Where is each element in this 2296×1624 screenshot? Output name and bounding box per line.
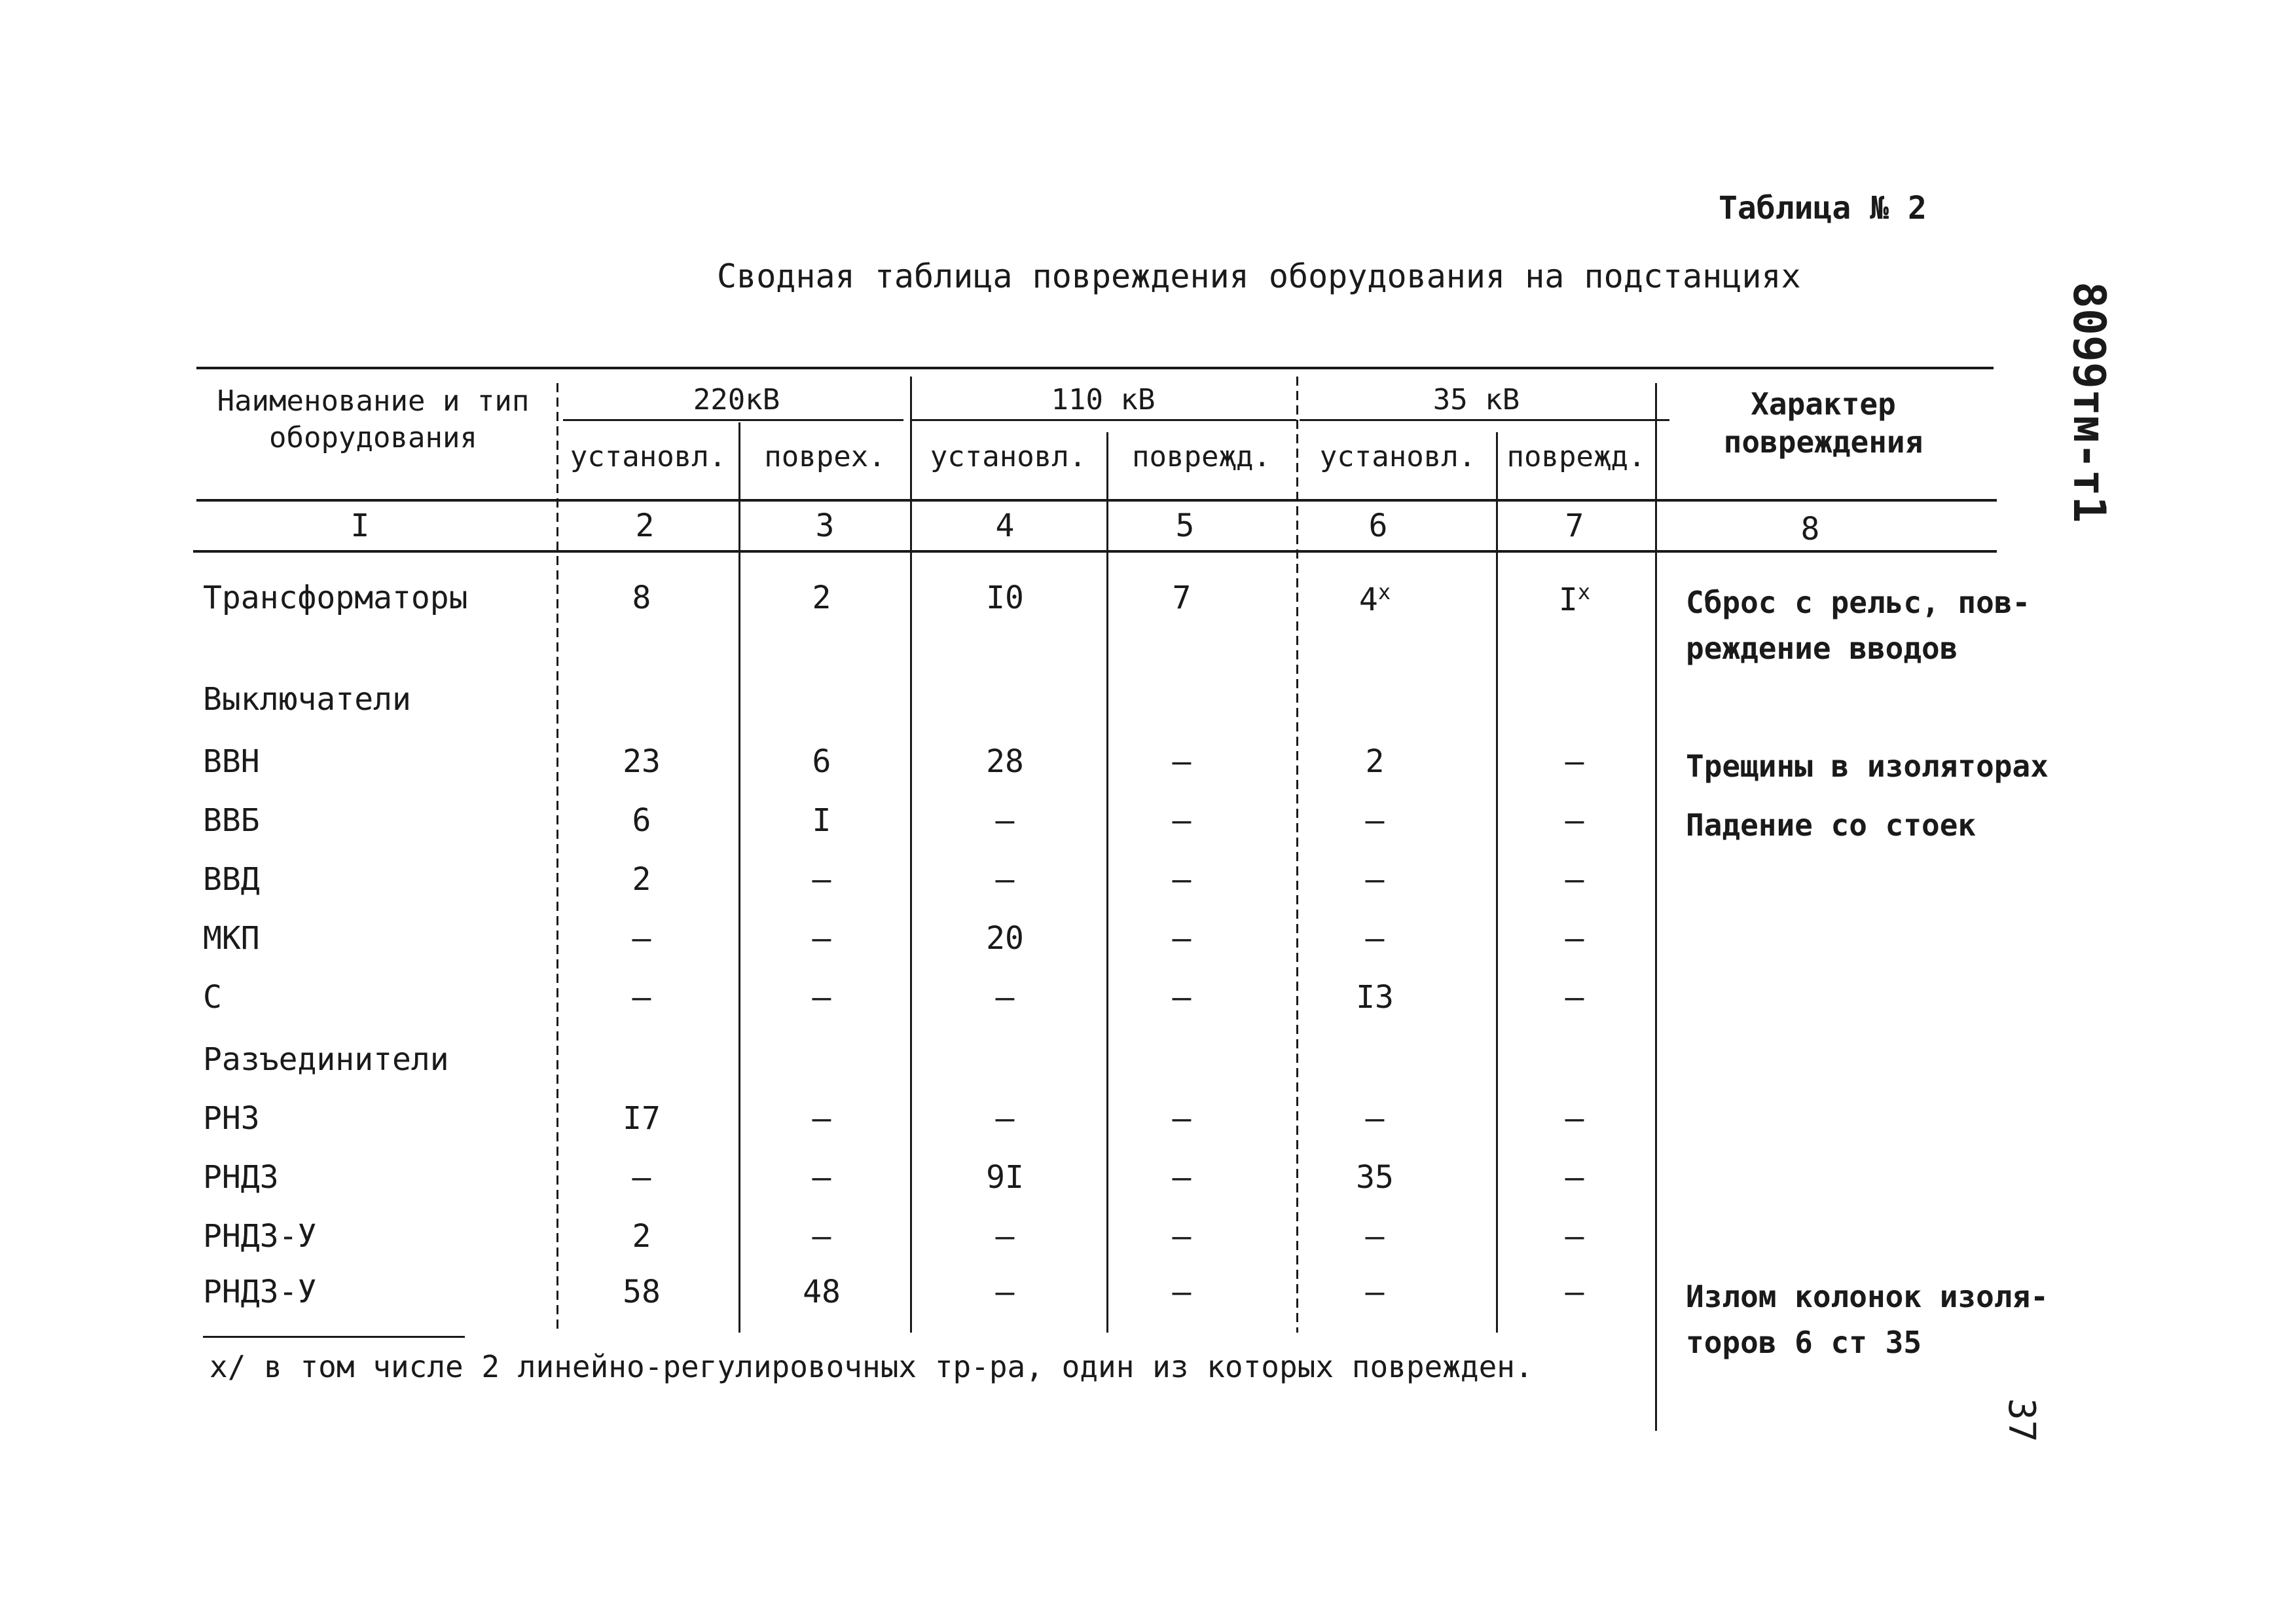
table-cell-c4: – xyxy=(995,979,1015,1016)
equipment-name: Трансформаторы xyxy=(203,580,468,616)
equipment-name: Разъединители xyxy=(203,1041,449,1078)
table-cell-c2: – xyxy=(632,979,651,1016)
header-35kv: 35 кВ xyxy=(1432,383,1520,416)
header-installed-110: установл. xyxy=(930,440,1087,473)
table-cell-c6: I3 xyxy=(1356,979,1394,1016)
table-cell-c5: – xyxy=(1172,861,1192,898)
table-cell-c6: – xyxy=(1365,861,1385,898)
header-220kv: 220кВ xyxy=(693,383,780,416)
column-number: 7 xyxy=(1565,507,1584,544)
table-cell-c4: 20 xyxy=(986,920,1024,957)
table-cell-c7: – xyxy=(1565,1100,1584,1137)
side-document-code: 8099тм-т1 xyxy=(2063,282,2115,523)
equipment-name: МКП xyxy=(203,920,260,957)
table-cell-c3: I xyxy=(812,802,831,839)
table-cell-c6: – xyxy=(1365,1218,1385,1255)
header-character: Характер повреждения xyxy=(1723,386,1923,460)
header-installed-35: установл. xyxy=(1319,440,1476,473)
column-divider-2 xyxy=(738,422,740,1333)
voltage-110-underline xyxy=(910,419,1296,421)
header-110kv: 110 кВ xyxy=(1051,383,1156,416)
table-cell-c5: – xyxy=(1172,743,1192,780)
table-cell-c4: 28 xyxy=(986,743,1024,780)
table-cell-c6: – xyxy=(1365,802,1385,839)
table-label: Таблица № 2 xyxy=(1719,190,1927,227)
table-top-rule xyxy=(196,367,1994,369)
table-cell-c6: 4$^x$ xyxy=(1358,580,1391,618)
column-number: 3 xyxy=(815,507,835,544)
damage-character-text: Падение со стоек xyxy=(1686,807,1977,843)
header-damaged-110: повреҗд. xyxy=(1132,440,1271,473)
table-cell-c3: – xyxy=(812,920,831,957)
voltage-220-underline xyxy=(563,419,903,421)
column-divider-1 xyxy=(556,383,558,1333)
table-cell-c3: – xyxy=(812,1159,831,1196)
table-cell-c4: – xyxy=(995,1274,1015,1310)
table-cell-c7: – xyxy=(1565,1218,1584,1255)
table-cell-c5: – xyxy=(1172,1218,1192,1255)
table-cell-c2: I7 xyxy=(623,1100,661,1137)
table-cell-c2: – xyxy=(632,1159,651,1196)
equipment-name: Выключатели xyxy=(203,681,411,718)
equipment-name: РНДЗ-У xyxy=(203,1274,317,1310)
table-cell-c6: 2 xyxy=(1365,743,1385,780)
table-cell-c3: – xyxy=(812,1100,831,1137)
document-title: Сводная таблица повреждения оборудования на подстанциях xyxy=(717,257,1801,295)
table-cell-c5: – xyxy=(1172,920,1192,957)
column-divider-7 xyxy=(1655,383,1657,1431)
footnote-mark: x xyxy=(1377,580,1391,604)
table-cell-c5: 7 xyxy=(1172,580,1192,616)
damage-character-text: реждение вводов xyxy=(1686,631,1958,666)
table-cell-c7: – xyxy=(1565,743,1584,780)
table-cell-c4: 9I xyxy=(986,1159,1024,1196)
table-cell-c5: – xyxy=(1172,1159,1192,1196)
table-cell-c7: – xyxy=(1565,861,1584,898)
table-cell-c6: – xyxy=(1365,1100,1385,1137)
header-bottom-rule xyxy=(196,499,1997,502)
table-cell-c2: 6 xyxy=(632,802,651,839)
header-damaged-220: поврех. xyxy=(764,440,886,473)
table-cell-c5: – xyxy=(1172,1100,1192,1137)
table-cell-c4: I0 xyxy=(986,580,1024,616)
footnote: х/ в том числе 2 линейно-регулировочных тр-ра, один из которых поврежден. xyxy=(210,1349,1533,1384)
damage-character-text: торов 6 ст 35 xyxy=(1686,1325,1922,1360)
table-cell-c6: – xyxy=(1365,1274,1385,1310)
equipment-name: РНДЗ-У xyxy=(203,1218,317,1255)
column-number: 2 xyxy=(635,507,655,544)
table-cell-c4: – xyxy=(995,861,1015,898)
table-cell-c3: 6 xyxy=(812,743,831,780)
damage-character-text: Сброс с рельс, пов- xyxy=(1686,585,2031,620)
table-cell-c5: – xyxy=(1172,979,1192,1016)
table-cell-c3: 48 xyxy=(803,1274,841,1310)
column-divider-5 xyxy=(1296,377,1298,1333)
header-equipment: Наименование и тип оборудования xyxy=(217,384,530,454)
column-number: 4 xyxy=(995,507,1015,544)
equipment-name: С xyxy=(203,979,222,1016)
equipment-name: ВВН xyxy=(203,743,260,780)
table-cell-c2: 8 xyxy=(632,580,651,616)
column-number: 8 xyxy=(1800,511,1820,547)
table-cell-c4: – xyxy=(995,1218,1015,1255)
table-cell-c2: – xyxy=(632,920,651,957)
table-cell-c2: 23 xyxy=(623,743,661,780)
column-number: I xyxy=(350,507,370,544)
table-cell-c3: – xyxy=(812,979,831,1016)
column-numbers-bottom-rule xyxy=(193,550,1997,553)
table-cell-c5: – xyxy=(1172,802,1192,839)
equipment-name: РНЗ xyxy=(203,1100,260,1137)
table-cell-c7: – xyxy=(1565,979,1584,1016)
header-installed-220: установл. xyxy=(570,440,727,473)
table-cell-c6: – xyxy=(1365,920,1385,957)
column-number: 6 xyxy=(1368,507,1388,544)
header-damaged-35: повреҗд. xyxy=(1506,440,1646,473)
table-cell-c7: – xyxy=(1565,802,1584,839)
table-cell-c5: – xyxy=(1172,1274,1192,1310)
table-cell-c3: – xyxy=(812,1218,831,1255)
voltage-35-underline xyxy=(1300,419,1669,421)
table-cell-c3: 2 xyxy=(812,580,831,616)
column-number: 5 xyxy=(1175,507,1195,544)
table-cell-c7: – xyxy=(1565,1159,1584,1196)
footnote-separator xyxy=(203,1336,465,1338)
table-cell-c2: 2 xyxy=(632,1218,651,1255)
table-cell-c3: – xyxy=(812,861,831,898)
page-number: 37 xyxy=(2000,1398,2043,1443)
column-divider-6 xyxy=(1496,432,1498,1333)
table-cell-c4: – xyxy=(995,802,1015,839)
equipment-name: РНДЗ xyxy=(203,1159,279,1196)
table-cell-c4: – xyxy=(995,1100,1015,1137)
table-cell-c2: 2 xyxy=(632,861,651,898)
table-cell-c7: – xyxy=(1565,1274,1584,1310)
damage-character-text: Трещины в изоляторах xyxy=(1686,748,2049,784)
table-cell-c7: $I^x$ xyxy=(1558,580,1591,618)
footnote-mark: x xyxy=(1577,580,1591,604)
equipment-name: ВВД xyxy=(203,861,260,898)
column-divider-3 xyxy=(910,377,912,1333)
table-cell-c7: – xyxy=(1565,920,1584,957)
equipment-name: ВВБ xyxy=(203,802,260,839)
column-divider-4 xyxy=(1106,432,1108,1333)
table-cell-c2: 58 xyxy=(623,1274,661,1310)
damage-character-text: Излом колонок изоля- xyxy=(1686,1279,2049,1314)
table-cell-c6: 35 xyxy=(1356,1159,1394,1196)
